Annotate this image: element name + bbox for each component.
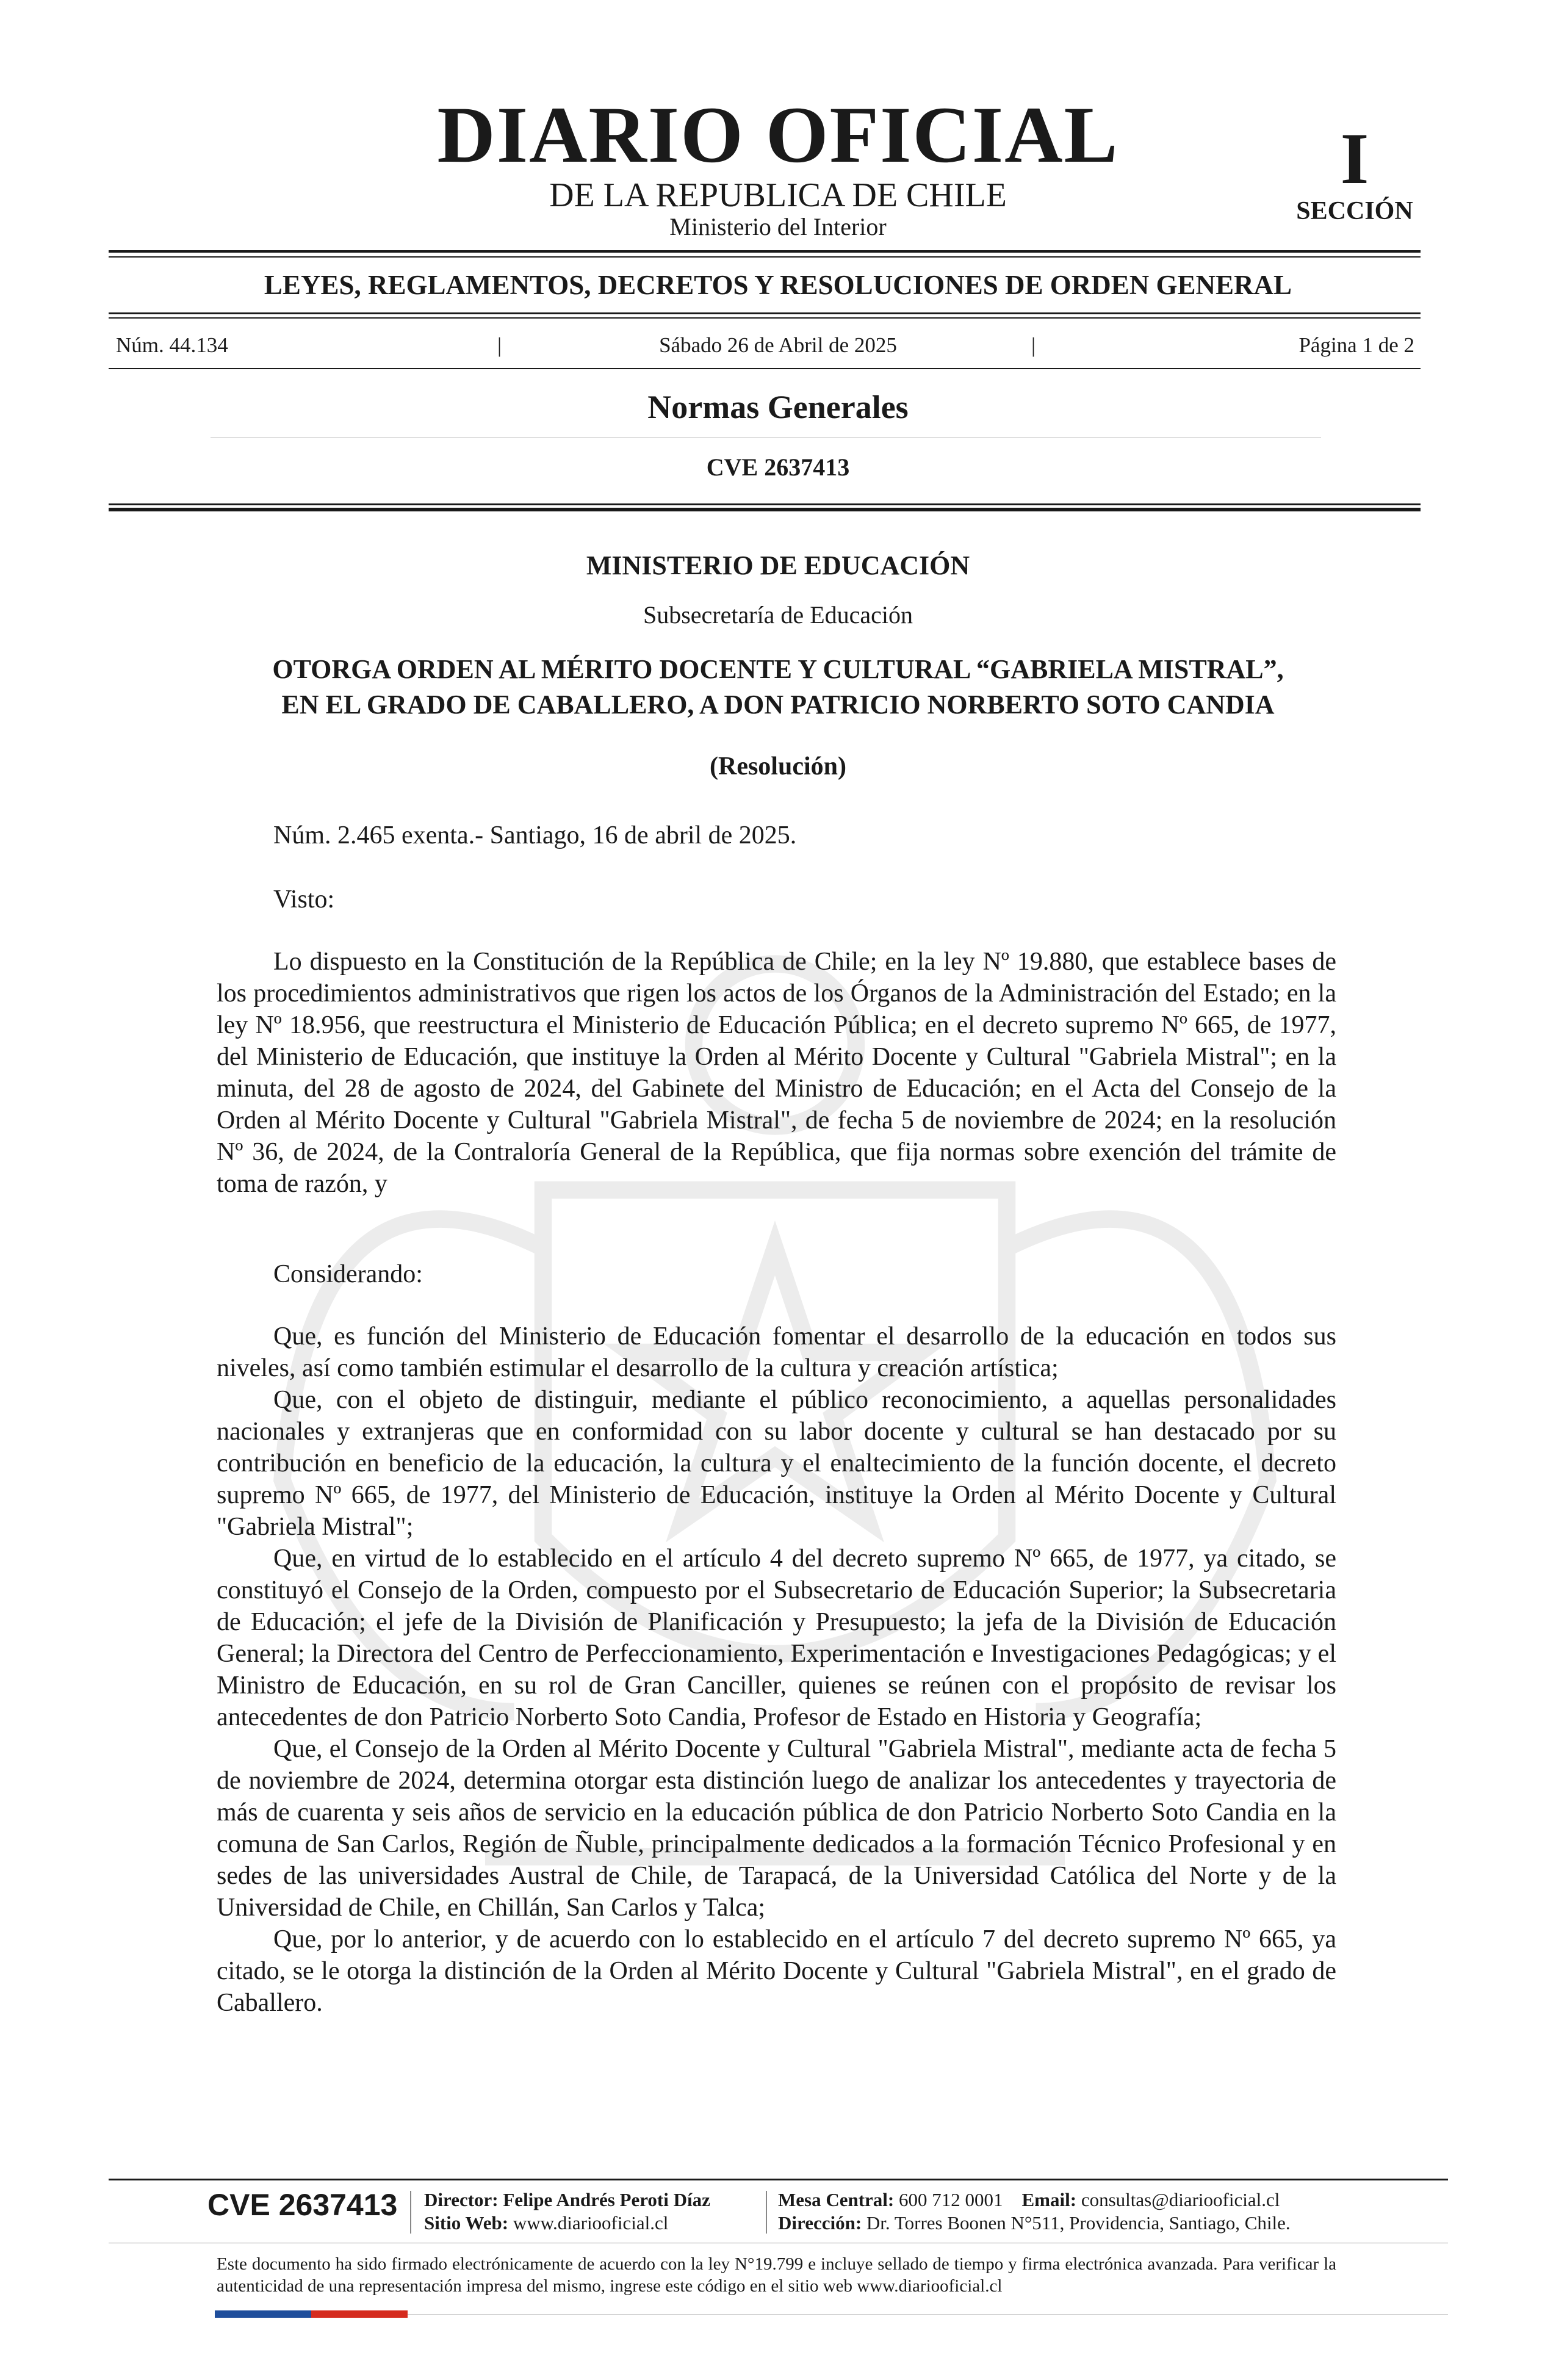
footer-director-block bbox=[424, 2188, 710, 2235]
page-number: Página 1 de 2 bbox=[1298, 333, 1414, 357]
flag-bar-line bbox=[408, 2314, 1448, 2315]
masthead-rule-top bbox=[109, 250, 1421, 253]
header-end-rule bbox=[109, 503, 1421, 505]
considerando-paragraph bbox=[217, 1543, 1336, 1733]
issue-rule bbox=[109, 368, 1421, 369]
issue-separator: | bbox=[497, 333, 502, 357]
issuing-ministry: MINISTERIO DE EDUCACIÓN bbox=[586, 550, 970, 580]
document-title-line-2: EN EL GRADO DE CABALLERO, A DON PATRICIO NORBERTO SOTO CANDIA bbox=[281, 690, 1275, 719]
considerando-text: Que, con el objeto de distinguir, mediante el público reconocimiento, a aquellas personalidades nacionales y extranjeras que en conformidad con su labor docente y cultural se han destacado por su contribución en beneficio de la educación, la cultura y el enaltecimiento de la función docente, el decreto supremo Nº 665, de 1977, del Ministerio de Educación, instituye la Orden al Mérito Docente y Cultural "Gabriela Mistral"; bbox=[217, 1386, 1336, 1541]
footer-cve: CVE 2637413 bbox=[207, 2188, 398, 2222]
document-title-line-1: OTORGA ORDEN AL MÉRITO DOCENTE Y CULTURAL “GABRIELA MISTRAL”, bbox=[272, 654, 1284, 684]
banner-rule-thin bbox=[109, 317, 1421, 319]
considerando-text: Que, por lo anterior, y de acuerdo con lo establecido en el artículo 7 del decreto supremo Nº 665, ya citado, se le otorga la distinción de la Orden al Mérito Docente y Cultural "Gabriela Mistral", en el grado de Caballero. bbox=[217, 1925, 1336, 2017]
footer-web: Sitio Web: www.diariooficial.cl bbox=[424, 2212, 669, 2234]
masthead-ministry: Ministerio del Interior bbox=[669, 213, 887, 240]
flag-bar-blue bbox=[215, 2310, 311, 2318]
considerando-paragraph bbox=[217, 1384, 1336, 1543]
visto-text: Lo dispuesto en la Constitución de la República de Chile; en la ley Nº 19.880, que establece bases de los procedimientos administrativos que rigen los actos de los Órganos de la Administración del Estado; en la ley Nº 18.956, que reestructura el Ministerio de Educación Pública; en el decreto supremo Nº 665, de 1977, del Ministerio de Educación, que instituye la Orden al Mérito Docente y Cultural "Gabriela Mistral"; en la minuta, del 28 de agosto de 2024, del Gabinete del Ministro de Educación; en el Acta del Consejo de la Orden al Mérito Docente y Cultural "Gabriela Mistral", de fecha 5 de noviembre de 2024; en la resolución Nº 36, de 2024, de la Contraloría General de la República, que fija normas sobre exención del trámite de toma de razón, y bbox=[217, 948, 1336, 1198]
footer-divider bbox=[766, 2191, 767, 2234]
flag-bar-red bbox=[311, 2310, 408, 2318]
visto-label: Visto: bbox=[273, 885, 335, 914]
footer-divider bbox=[410, 2191, 411, 2234]
masthead-title: DIARIO OFICIAL bbox=[437, 90, 1119, 179]
footer-mesa: Mesa Central: 600 712 0001 Email: consultas@diariooficial.cl bbox=[778, 2189, 1280, 2210]
resolution-number: Núm. 2.465 exenta.- Santiago, 16 de abril de 2025. bbox=[273, 821, 797, 849]
considerando-label: Considerando: bbox=[273, 1260, 423, 1288]
section-number: I bbox=[1340, 118, 1369, 199]
considerando-text: Que, el Consejo de la Orden al Mérito Docente y Cultural "Gabriela Mistral", mediante acta de fecha 5 de noviembre de 2024, determina otorgar esta distinción luego de analizar los antecedentes y trayectoria de más de cuarenta y seis años de servicio en la educación pública de don Patricio Norberto Soto Candia en la comuna de San Carlos, Región de Ñuble, principalmente dedicados a la formación Técnico Profesional y en sedes de las universidades Austral de Chile, de Tarapacá, de la Universidad Católica del Norte y de la Universidad de Chile, en Chillán, San Carlos y Talca; bbox=[217, 1735, 1336, 1922]
considerando-text: Que, es función del Ministerio de Educación fomentar el desarrollo de la educación en todos sus niveles, así como también estimular el desarrollo de la cultura y creación artística; bbox=[217, 1322, 1336, 1382]
considerando-paragraph bbox=[217, 1321, 1336, 1384]
header-end-rule-thick bbox=[109, 508, 1421, 511]
issue-date: Sábado 26 de Abril de 2025 bbox=[659, 333, 897, 357]
issue-separator: | bbox=[1031, 333, 1036, 357]
masthead-rule-top-thin bbox=[109, 256, 1421, 258]
document-type: (Resolución) bbox=[710, 752, 846, 781]
cve-code: CVE 2637413 bbox=[706, 453, 850, 481]
banner-rule bbox=[109, 312, 1421, 314]
masthead-subtitle: DE LA REPUBLICA DE CHILE bbox=[549, 176, 1007, 214]
document-title bbox=[183, 652, 1373, 723]
visto-paragraph bbox=[217, 946, 1336, 1200]
banner: LEYES, REGLAMENTOS, DECRETOS Y RESOLUCIONES DE ORDEN GENERAL bbox=[264, 270, 1292, 300]
considerando-list bbox=[0, 1321, 1336, 2019]
footer-address: Dirección: Dr. Torres Boonen N°511, Providencia, Santiago, Chile. bbox=[778, 2212, 1291, 2234]
considerando-paragraph bbox=[217, 1733, 1336, 1924]
footer-director: Director: Felipe Andrés Peroti Díaz bbox=[424, 2189, 710, 2210]
issue-number: Núm. 44.134 bbox=[116, 333, 228, 357]
footer-email-link[interactable]: consultas@diariooficial.cl bbox=[1081, 2189, 1280, 2210]
footer-web-link[interactable]: www.diariooficial.cl bbox=[513, 2212, 669, 2234]
section-title-rule bbox=[211, 437, 1321, 438]
section-label: SECCIÓN bbox=[1296, 197, 1413, 225]
footer-rule bbox=[109, 2179, 1448, 2180]
footer-contact-block bbox=[778, 2188, 1291, 2235]
section-title: Normas Generales bbox=[647, 389, 909, 425]
subsecretaria: Subsecretaría de Educación bbox=[643, 601, 913, 629]
footer-disclaimer: Este documento ha sido firmado electrónicamente de acuerdo con la ley N°19.799 e incluye sellado de tiempo y firma electrónica avanzada. Para verificar la autenticidad de una representación impresa del mismo, ingrese este código en el sitio web www.diariooficial.cl bbox=[217, 2254, 1336, 2296]
considerando-paragraph bbox=[217, 1924, 1336, 2019]
considerando-text: Que, en virtud de lo establecido en el artículo 4 del decreto supremo Nº 665, de 1977, ya citado, se constituyó el Consejo de la Orden, compuesto por el Subsecretario de Educación Superior; la Subsecretaria de Educación; el jefe de la División de Planificación y Presupuesto; la jefa de la División de Educación General; la Directora del Centro de Perfeccionamiento, Experimentación e Investigaciones Pedagógicas; y el Ministro de Educación, en su rol de Gran Canciller, quienes se reúnen con el propósito de revisar los antecedentes de don Patricio Norberto Soto Candia, Profesor de Estado en Historia y Geografía; bbox=[217, 1545, 1336, 1731]
